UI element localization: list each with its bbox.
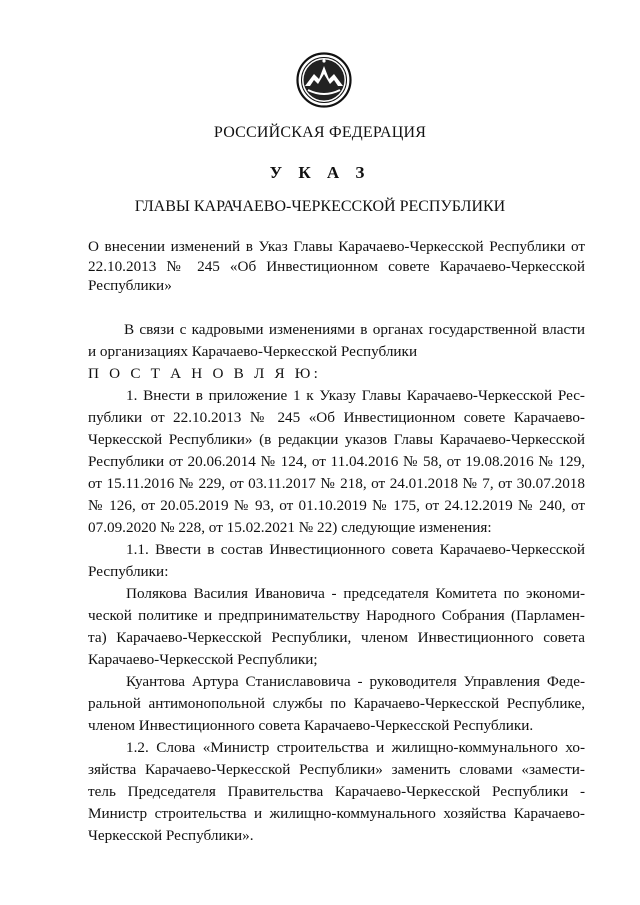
body-line: от 15.11.2016 № 229, от 03.11.2017 № 218, от 24.01.2018 № 7, от 30.07.2018 [88,475,585,492]
body-line: Карачаево-Черкесской Республики; [88,651,318,668]
body-line: Черкесской Республики». [88,827,254,844]
body-line: № 126, от 20.05.2019 № 93, от 01.10.2019 № 175, от 24.12.2019 № 240, от [88,497,585,514]
body-line: публики от 22.10.2013 № 245 «Об Инвестиционном совете Карачаево- [88,409,585,426]
body-line: 07.09.2020 № 228, от 15.02.2021 № 22) следующие изменения: [88,519,492,536]
body-line: ральной антимонопольной службы по Карачаево-Черкесской Республике, [88,695,585,712]
document-type-heading: У К А З [269,163,371,182]
body-line: Республики от 20.06.2014 № 124, от 11.04.2016 № 58, от 19.08.2016 № 129, [88,453,585,470]
body-line: Министр строительства и жилищно-коммунального хозяйства Карачаево- [88,805,585,822]
body-line: членом Инвестиционного совета Карачаево-Черкесской Республики. [88,717,534,734]
body-line: 1. Внести в приложение 1 к Указу Главы Карачаево-Черкесской Рес- [126,387,585,404]
body-line: Республики: [88,563,169,580]
decree-word: П О С Т А Н О В Л Я Ю: [88,365,322,382]
body-line: Черкесской Республики» (в редакции указов Главы Карачаево-Черкесской [88,431,585,448]
body-line: Полякова Василия Ивановича - председателя Комитета по экономи- [126,585,585,602]
coat-of-arms-emblem-icon [296,52,352,108]
body-line: и организациях Карачаево-Черкесской Республики [88,343,418,360]
country-heading: РОССИЙСКАЯ ФЕДЕРАЦИЯ [213,124,427,141]
body-line: 1.1. Ввести в состав Инвестиционного совета Карачаево-Черкесской [126,541,585,558]
body-line: 1.2. Слова «Министр строительства и жилищно-коммунального хо- [126,739,585,756]
body-line: зяйства Карачаево-Черкесской Республики» заменить словами «замести- [88,761,585,778]
body-line: В связи с кадровыми изменениями в органах государственной власти [124,321,585,338]
body-line: Куантова Артура Станиславовича - руководителя Управления Феде- [126,673,585,690]
issuer-heading: ГЛАВЫ КАРАЧАЕВО-ЧЕРКЕССКОЙ РЕСПУБЛИКИ [134,198,506,215]
body-line: тель Председателя Правительства Карачаево-Черкесской Республики - [88,783,585,800]
body-line: ческой политике и предпринимательству Народного Собрания (Парламен- [88,607,585,624]
document-subject: О внесении изменений в Указ Главы Карачаево-Черкесской Республики от 22.10.2013 № 245 «Об Инвестиционном совете Карачаево-Черкесской Республики» [88,238,585,294]
body-line: та) Карачаево-Черкесской Республики, членом Инвестиционного совета [88,629,585,646]
